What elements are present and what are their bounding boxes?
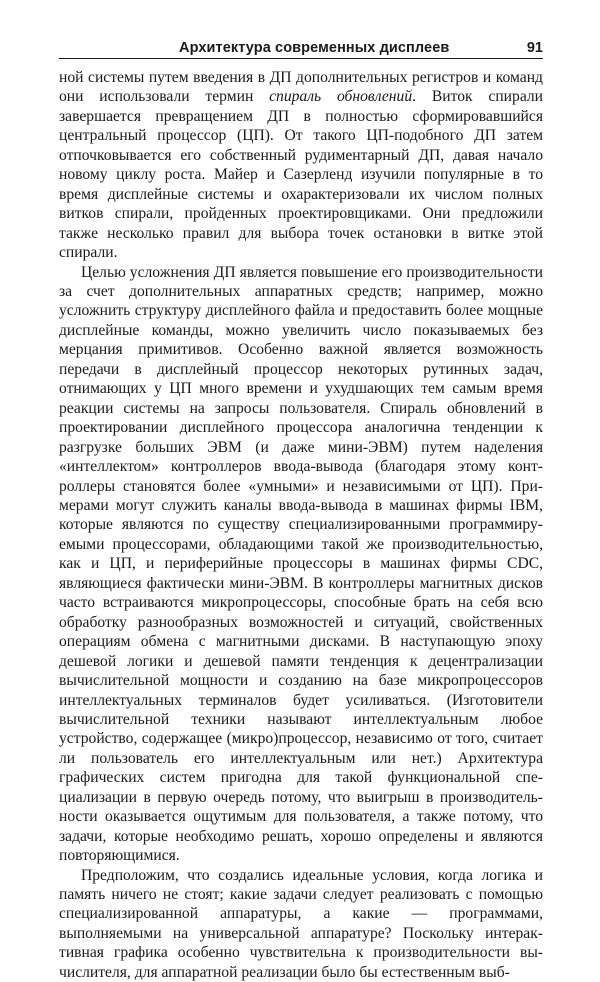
term-spiral-of-updates: спираль обновлений — [269, 88, 413, 106]
paragraph-1 — [59, 68, 543, 263]
page-header — [59, 38, 543, 60]
body-text — [59, 68, 543, 982]
paragraph-2: Целью усложнения ДП является повышение его производительности за счет дополнительных аппаратных средств; например, можно усложнить структуру дисплейного файла и предоставить более мощные дисплейные команды, можно увеличить число показываемых без мерцания примитивов. Особенно важной является возможность передачи в дисплейный процессор некоторых рутинных задач, отнимающих у ЦП много времени и ухудшающих тем самым время реакции системы на запросы пользователя. Спираль обновлений в проектировании дисплейного процессора аналогична тенденции к разгрузке больших ЭВМ (и даже мини-ЭВМ) путем наделения «интеллектом» контроллеров ввода-вывода (благодаря этому контроллеры становятся более «умными» и независимыми от ЦП). Примерами могут служить каналы ввода-вывода в машинах фирмы IBM, которые являются по существу специализированными программируемыми процессорами, обладающими такой же производительностью, как и ЦП, и периферийные процессоры в машинах фирмы CDC, являющиеся фактически мини-ЭВМ. В контроллеры магнитных дисков часто встраиваются микропроцессоры, способные брать на себя всю обработку разнообразных возможностей и ситуаций, свойственных операциям обмена с магнитными дисками. В наступающую эпоху дешевой логики и дешевой памяти тенденция к децентрализации вычислительной мощности и созданию на базе микропроцессоров интеллектуальных терминалов будет усиливаться. (Изготовители вычислительной техники называют интеллектуальным любое устройство, содержащее (микро)процессор, независимо от того, считает ли пользователь его интеллектуальным или нет.) Архитектура графических систем пригодна для такой функциональной специализации в первую очередь потому, что выигрыш в производительности оказывается ощутимым для пользователя, а также потому, что задачи, которые необходимо решать, хорошо определены и являются повторяющимися. — [59, 263, 543, 865]
paragraph-3: Предположим, что создались идеальные условия, когда логика и память ничего не стоят; какие задачи следует реализовать с помощью специализированной аппаратуры, а какие — программами, выполняемыми на универсальной аппаратуре? Поскольку интерактивная графика особенно чувствительна к производительности вычислителя, для аппаратной реализации было бы естественным выб- — [59, 866, 543, 981]
paragraph-1-text-after: . Виток спирали завершается превращением ДП в полностью сформировавшийся центральный процессор (ЦП). От такого ЦП-подобного ДП затем отпочковывается его собственный рудиментарный ДП, давая начало новому циклу роста. Майер и Сазерленд изучили популярные в то время дисплейные системы и охарактеризовали их числом полных витков спирали, пройденных проектировщиками. Они предложили также несколько правил для выбора точек остановки в витке этой спирали. — [59, 88, 544, 262]
page-number: 91 — [526, 40, 543, 56]
paragraph-1-text-before: ной системы путем введения в ДП дополнительных регистров и команд они использовали термин — [59, 69, 543, 106]
header-rule — [59, 58, 543, 59]
running-title: Архитектура современных дисплеев — [179, 40, 450, 56]
